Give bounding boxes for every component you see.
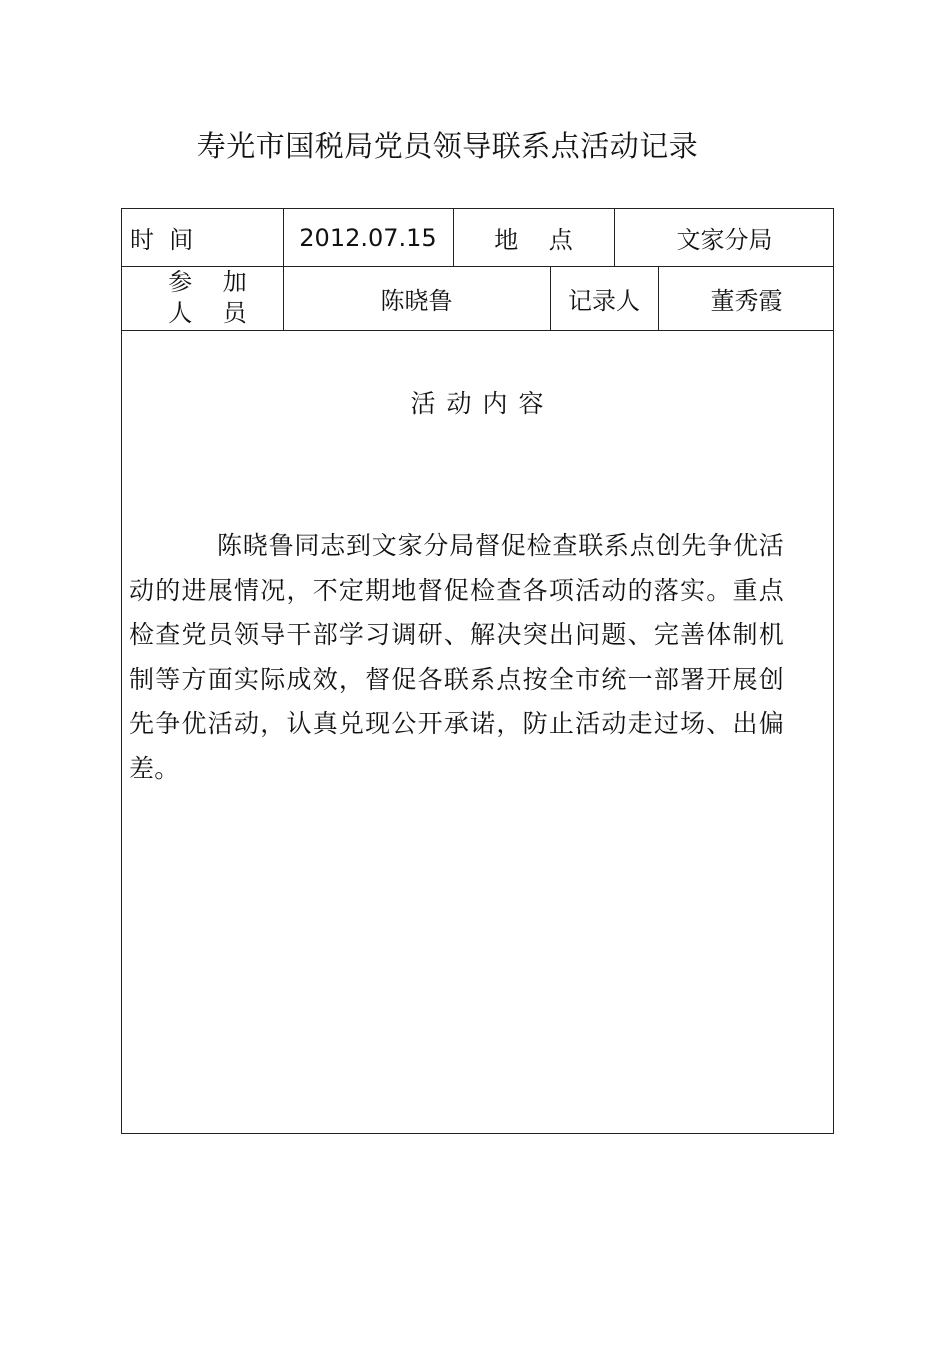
time-label: 时 间 [130, 226, 194, 254]
content-heading: 活动内容 [410, 389, 555, 418]
participants-value: 陈晓鲁 [380, 286, 453, 315]
place-label: 地 点 [494, 226, 573, 254]
participants-label-top: 参 加 [168, 268, 247, 296]
content-body: 陈晓鲁同志到文家分局督促检查联系点创先争优活动的进展情况，不定期地督促检查各项活动的落实。重点检查党员领导干部学习调研、解决突出问题、完善体制机制等方面实际成效，督促各联系点按全市统一部署开展创先争优活动，认真兑现公开承诺，防止活动走过场、出偏差。 [129, 531, 784, 783]
row-divider [122, 330, 833, 331]
participants-label [122, 266, 283, 330]
place-value: 文家分局 [676, 226, 773, 254]
time-value: 2012.07.15 [299, 223, 437, 252]
recorder-label: 记录人 [568, 286, 640, 315]
page-title: 寿光市国税局党员领导联系点活动记录 [196, 129, 699, 163]
recorder-value: 董秀霞 [710, 286, 783, 315]
participants-label-bottom: 人 员 [168, 299, 247, 327]
activity-record-form [121, 208, 834, 1134]
